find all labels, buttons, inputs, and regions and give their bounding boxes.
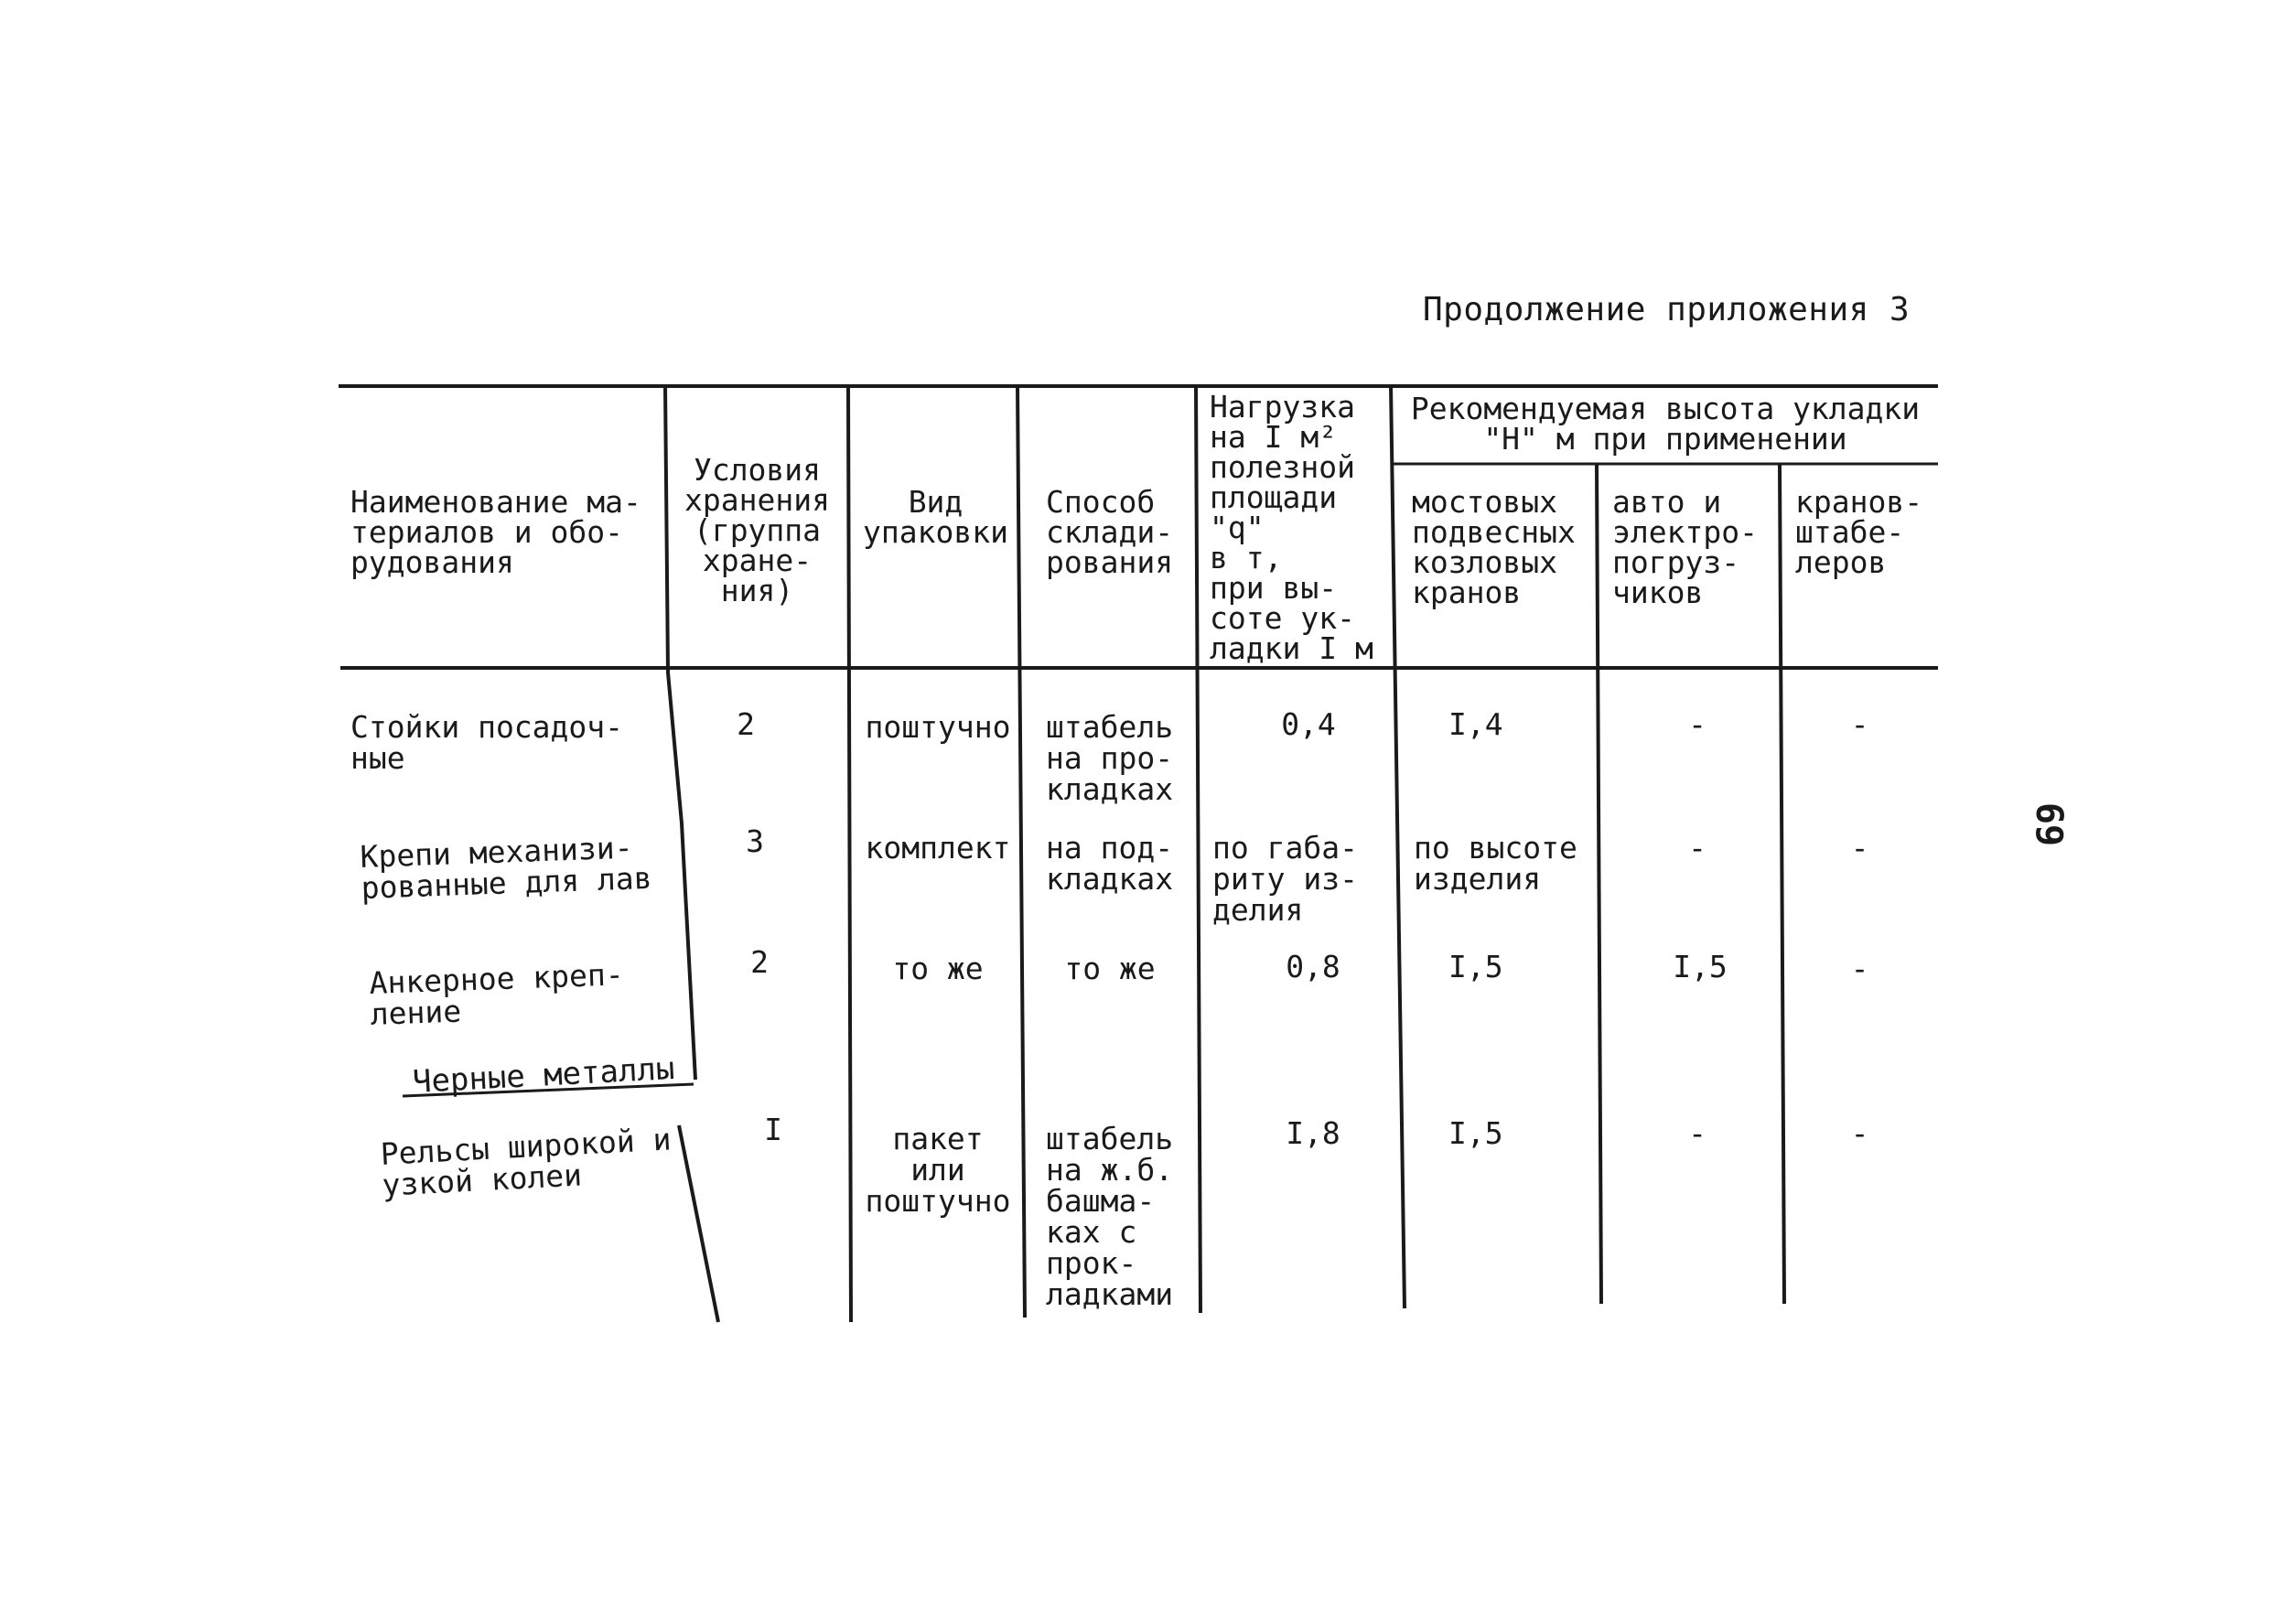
row1-bridge: I,4: [1448, 706, 1503, 742]
col-divider-name-lower: [679, 1125, 718, 1322]
header-height-group: Рекомендуемая высота укладки "Н" м при применении: [1410, 391, 1921, 457]
row1-packaging: поштучно: [865, 709, 1011, 745]
row2-packaging: комплект: [865, 830, 1011, 866]
page-header: Продолжение приложения 3: [1423, 291, 1911, 328]
row4-auto: -: [1688, 1115, 1706, 1151]
header-method: Способ склади- рования: [1046, 484, 1174, 580]
row1-stacker: -: [1850, 706, 1869, 742]
header-storage: Условия хранения (группа хране- ния): [684, 452, 830, 608]
row3-stacker: -: [1850, 951, 1869, 986]
row2-bridge: по высоте изделия: [1414, 830, 1577, 897]
header-packaging: Вид упаковки: [863, 484, 1008, 550]
row3-packaging: то же: [892, 951, 984, 986]
col-divider-method: [1196, 384, 1200, 1313]
row4-method: штабель на ж.б. башма- ках с прок- ладками: [1046, 1121, 1174, 1312]
row2-name: Крепи механизи- рованные для лав: [359, 829, 653, 906]
row1-load: 0,4: [1281, 706, 1336, 742]
row4-stacker: -: [1850, 1115, 1869, 1151]
row2-storage: 3: [746, 823, 764, 859]
row3-method: то же: [1064, 951, 1156, 986]
header-bridge: мостовых подвесных козловых кранов: [1412, 484, 1576, 610]
section-label: Черные металлы: [412, 1050, 676, 1101]
header-name: Наименование ма- териалов и обо- рудования: [350, 484, 641, 580]
col-divider-storage: [848, 384, 851, 1322]
row2-load: по габа- риту из- делия: [1212, 830, 1358, 928]
row4-storage: I: [764, 1112, 782, 1147]
row4-load: I,8: [1286, 1115, 1340, 1151]
header-load: Нагрузка на I м² полезной площади "q" в т, при вы- соте ук- ладки I м: [1210, 389, 1373, 666]
row3-name: Анкерное креп- ление: [368, 956, 625, 1032]
row3-bridge: I,5: [1448, 949, 1503, 984]
col-divider-bridge: [1597, 464, 1601, 1304]
row1-method: штабель на про- кладках: [1046, 709, 1174, 807]
row4-name: Рельсы широкой и узкой колеи: [379, 1121, 673, 1203]
row3-storage: 2: [750, 944, 769, 980]
col-divider-load: [1391, 384, 1405, 1308]
row1-auto: -: [1688, 706, 1706, 742]
page-number: 69: [2028, 801, 2071, 847]
row4-bridge: I,5: [1448, 1115, 1503, 1151]
row2-stacker: -: [1850, 830, 1869, 866]
row3-load: 0,8: [1286, 949, 1340, 984]
col-divider-auto: [1780, 464, 1784, 1304]
header-stacker: кранов- штабе- леров: [1795, 484, 1923, 580]
row2-auto: -: [1688, 830, 1706, 866]
row4-packaging: пакет или поштучно: [865, 1121, 1011, 1219]
row2-method: на под- кладках: [1046, 830, 1174, 897]
row3-auto: I,5: [1673, 949, 1728, 984]
row1-storage: 2: [737, 706, 755, 742]
header-auto: авто и электро- погруз- чиков: [1612, 484, 1758, 610]
row1-name: Стойки посадоч- ные: [350, 709, 624, 776]
